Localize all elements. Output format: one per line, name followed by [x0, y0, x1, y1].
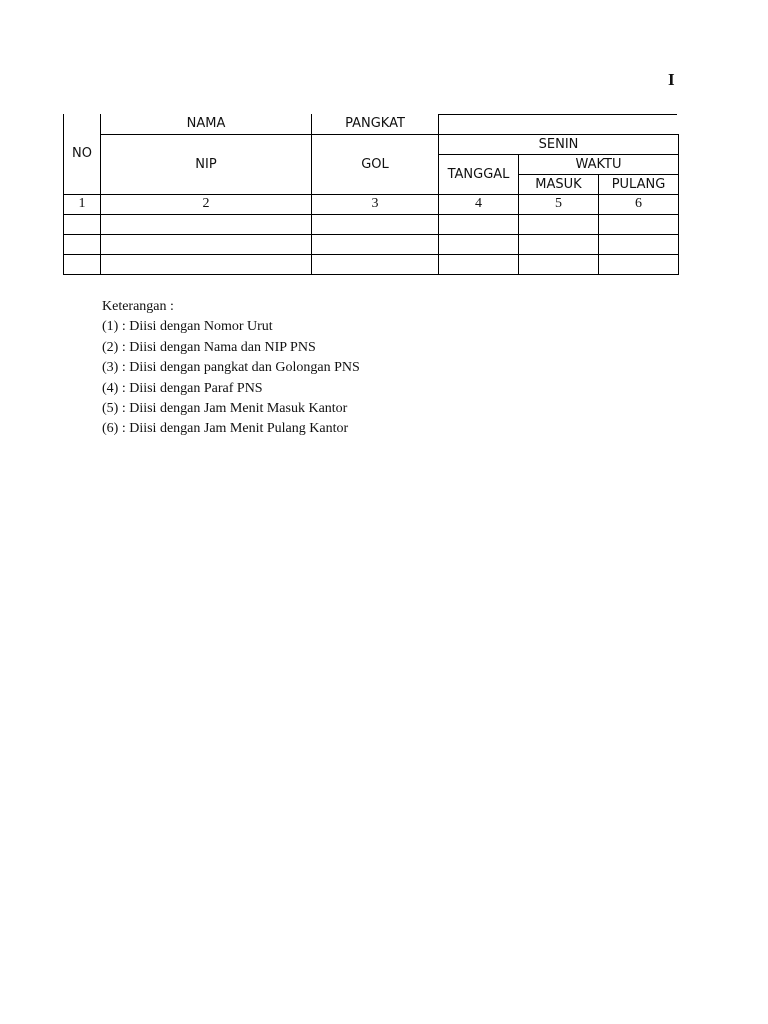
- column-number-2: 2: [101, 194, 312, 214]
- header-pulang: PULANG: [599, 174, 679, 194]
- empty-cell: [439, 214, 519, 234]
- empty-cell: [64, 254, 101, 274]
- column-number-6: 6: [599, 194, 679, 214]
- header-nama: NAMA: [101, 114, 312, 134]
- note-item: (5) : Diisi dengan Jam Menit Masuk Kantor: [102, 401, 348, 417]
- empty-cell: [599, 254, 679, 274]
- notes-title: Keterangan :: [102, 299, 174, 314]
- header-senin: SENIN: [439, 134, 679, 154]
- empty-cell: [101, 214, 312, 234]
- page-corner-mark: I: [668, 70, 675, 89]
- table-row: [64, 254, 679, 274]
- note-item: (3) : Diisi dengan pangkat dan Golongan PNS: [102, 360, 360, 376]
- empty-cell: [101, 254, 312, 274]
- note-item: (6) : Diisi dengan Jam Menit Pulang Kantor: [102, 421, 349, 437]
- header-masuk: MASUK: [519, 174, 599, 194]
- header-gol: GOL: [312, 134, 439, 194]
- empty-cell: [312, 254, 439, 274]
- column-number-4: 4: [439, 194, 519, 214]
- empty-cell: [64, 234, 101, 254]
- header-nip: NIP: [101, 134, 312, 194]
- empty-cell: [312, 214, 439, 234]
- empty-cell: [519, 234, 599, 254]
- note-item: (2) : Diisi dengan Nama dan NIP PNS: [102, 339, 316, 355]
- empty-cell: [101, 234, 312, 254]
- empty-cell: [599, 234, 679, 254]
- column-number-row: [64, 194, 679, 214]
- empty-cell: [312, 234, 439, 254]
- table-row: [64, 214, 679, 234]
- empty-cell: [599, 214, 679, 234]
- empty-cell: [519, 254, 599, 274]
- header-no: NO: [64, 114, 101, 194]
- table-row: [64, 234, 679, 254]
- notes-block: [102, 297, 360, 440]
- note-item: (1) : Diisi dengan Nomor Urut: [102, 319, 273, 335]
- column-number-3: 3: [312, 194, 439, 214]
- empty-cell: [439, 254, 519, 274]
- column-number-1: 1: [64, 194, 101, 214]
- attendance-table: [63, 114, 679, 275]
- header-pangkat: PANGKAT: [312, 114, 439, 134]
- note-item: (4) : Diisi dengan Paraf PNS: [102, 380, 263, 396]
- empty-cell: [439, 234, 519, 254]
- empty-cell: [519, 214, 599, 234]
- column-number-5: 5: [519, 194, 599, 214]
- empty-cell: [64, 214, 101, 234]
- header-blank-cell: [439, 114, 679, 134]
- header-tanggal: TANGGAL: [439, 154, 519, 194]
- header-waktu: WAKTU: [519, 154, 679, 174]
